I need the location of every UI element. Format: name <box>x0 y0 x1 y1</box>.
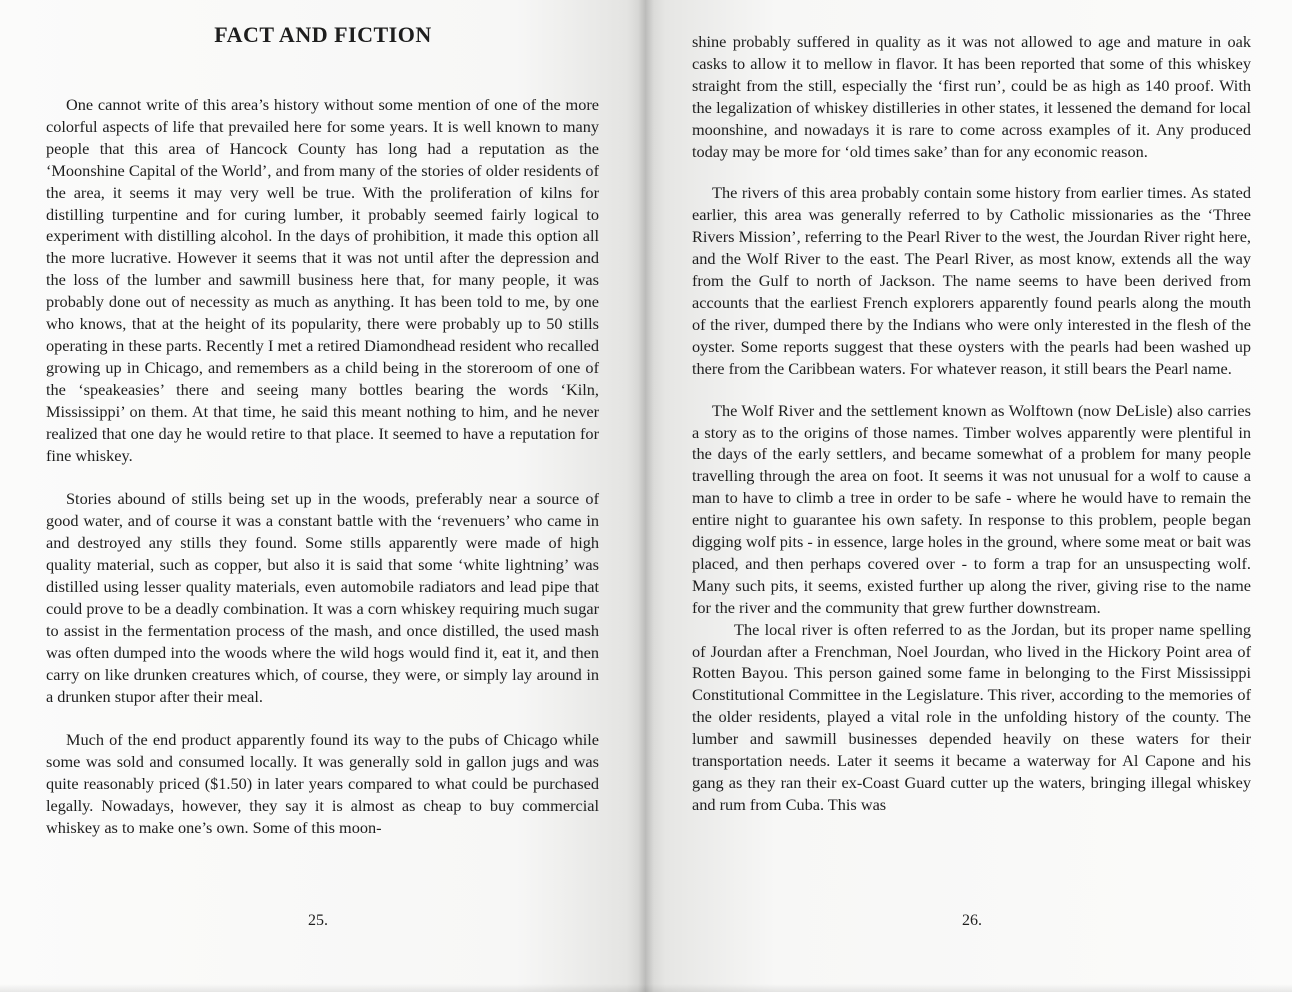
right-page <box>646 0 1292 992</box>
chapter-title: FACT AND FICTION <box>214 22 432 47</box>
left-paragraph-end-product: Much of the end product apparently found its way to the pubs of Chicago while some was sold and consumed locally. It was generally sold in gallon jugs and was quite reasonably priced ($1.50) in later years compared to what could be purchased legally. Nowadays, however, they say it is almost as cheap to buy commercial whiskey as to make one’s own. Some of this moon- <box>46 730 599 838</box>
right-paragraph-rivers: The rivers of this area probably contain some history from earlier times. As stated earlier, this area was generally referred to by Catholic missionaries as the ‘Three Rivers Mission’, referring to the Pearl River to the west, the Jourdan River right here, and the Wolf River to the east. The Pearl River, as most know, extends all the way from the Gulf to north of Jackson. The name seems to have been derived from accounts that the earliest French explorers apparently found pearls along the mouth of the river, dumped there by the Indians who were only interested in the flesh of the oyster. Some reports suggest that these oysters with the pearls had been washed up there from the Caribbean waters. For whatever reason, it still bears the Pearl name. <box>692 183 1251 378</box>
left-page-body <box>46 94 599 839</box>
right-paragraph-jourdan-river: The local river is often referred to as the Jordan, but its proper name spelling of Jourdan after a Frenchman, Noel Jourdan, who lived in the Hickory Point area of Rotten Bayou. This person gained some fame in belonging to the First Mississippi Constitutional Committee in the Legislature. This river, according to the memories of the older residents, played a vital role in the unfolding history of the county. The lumber and sawmill businesses depended heavily on these waters for their transportation needs. Later it seems it became a waterway for Al Capone and his gang as they ran their ex-Coast Guard cutter up the waters, bringing illegal whiskey and rum from Cuba. This was <box>692 619 1251 814</box>
left-paragraph-moonshine-capital: One cannot write of this area’s history without some mention of one of the more colorful aspects of life that prevailed here for some years. It is well known to many people that this area of Hancock County has long had a reputation as the ‘Moonshine Capital of the World’, and from many of the stories of older residents of the area, it seems it may very well be true. With the proliferation of kilns for distilling turpentine and for curing lumber, it probably seemed fairly logical to experiment with distilling alcohol. In the days of prohibition, it made this option all the more lucrative. However it seems that it was not until after the depression and the loss of the lumber and sawmill business here that, for many people, it was probably done out of necessity as much as anything. It has been told to me, by one who knows, that at the height of its popularity, there were probably up to 50 stills operating in these parts. Recently I met a retired Diamondhead resident who recalled growing up in Chicago, and remembers as a child being in the storeroom of one of the ‘speakeasies’ there and seeing many bottles bearing the words ‘Kiln, Mississippi’ on them. At that time, he said this meant nothing to him, and he never realized that one day he would retire to that place. It seemed to have a reputation for fine whiskey. <box>46 95 599 465</box>
left-paragraph-stills-in-woods: Stories abound of stills being set up in the woods, preferably near a source of good water, and of course it was a constant battle with the ‘revenuers’ who came in and destroyed any stills they found. Some stills apparently were made of high quality material, such as copper, but also it is said that some ‘white lightning’ was distilled using lesser quality materials, even automobile radiators and lead pipe that could prove to be a deadly combination. It was a corn whiskey requiring much sugar to assist in the fermentation process of the mash, and once distilled, the used mash was often dumped into the woods where the wild hogs would find it, eat it, and then carry on like drunken creatures which, of course, they were, or simply lay around in a drunken stupor after their meal. <box>46 489 599 706</box>
page-bottom-edge <box>0 984 1292 992</box>
right-paragraph-wolf-river: The Wolf River and the settlement known as Wolftown (now DeLisle) also carries a story as to the origins of those names. Timber wolves apparently were plentiful in the days of the early settlers, and became somewhat of a problem for many people travelling through the area on foot. It seems it was not unusual for a wolf to cause a man to have to climb a tree in order to be safe - where he would have to remain the entire night to guarantee his own safety. In response to this problem, people began digging wolf pits - in essence, large holes in the ground, where some meat or bait was placed, and then perhaps covered over - to form a trap for an unsuspecting wolf. Many such pits, it seems, existed further up along the river, giving rise to the name for the river and the community that grew further downstream. <box>692 400 1251 617</box>
right-paragraph-continued: shine probably suffered in quality as it was not allowed to age and mature in oak casks to allow it to mellow in flavor. It has been reported that some of this whiskey straight from the still, especially the ‘first run’, could be as high as 140 proof. With the legalization of whiskey distilleries in other states, it lessened the demand for local moonshine, and nowadays it is rare to come across examples of it. Any produced today may be more for ‘old times sake’ than for any economic reason. <box>692 32 1251 161</box>
book-gutter-shadow <box>638 0 654 992</box>
page-number-right: 26. <box>962 912 982 929</box>
page-number-left: 25. <box>308 912 328 929</box>
right-page-body <box>692 31 1251 816</box>
